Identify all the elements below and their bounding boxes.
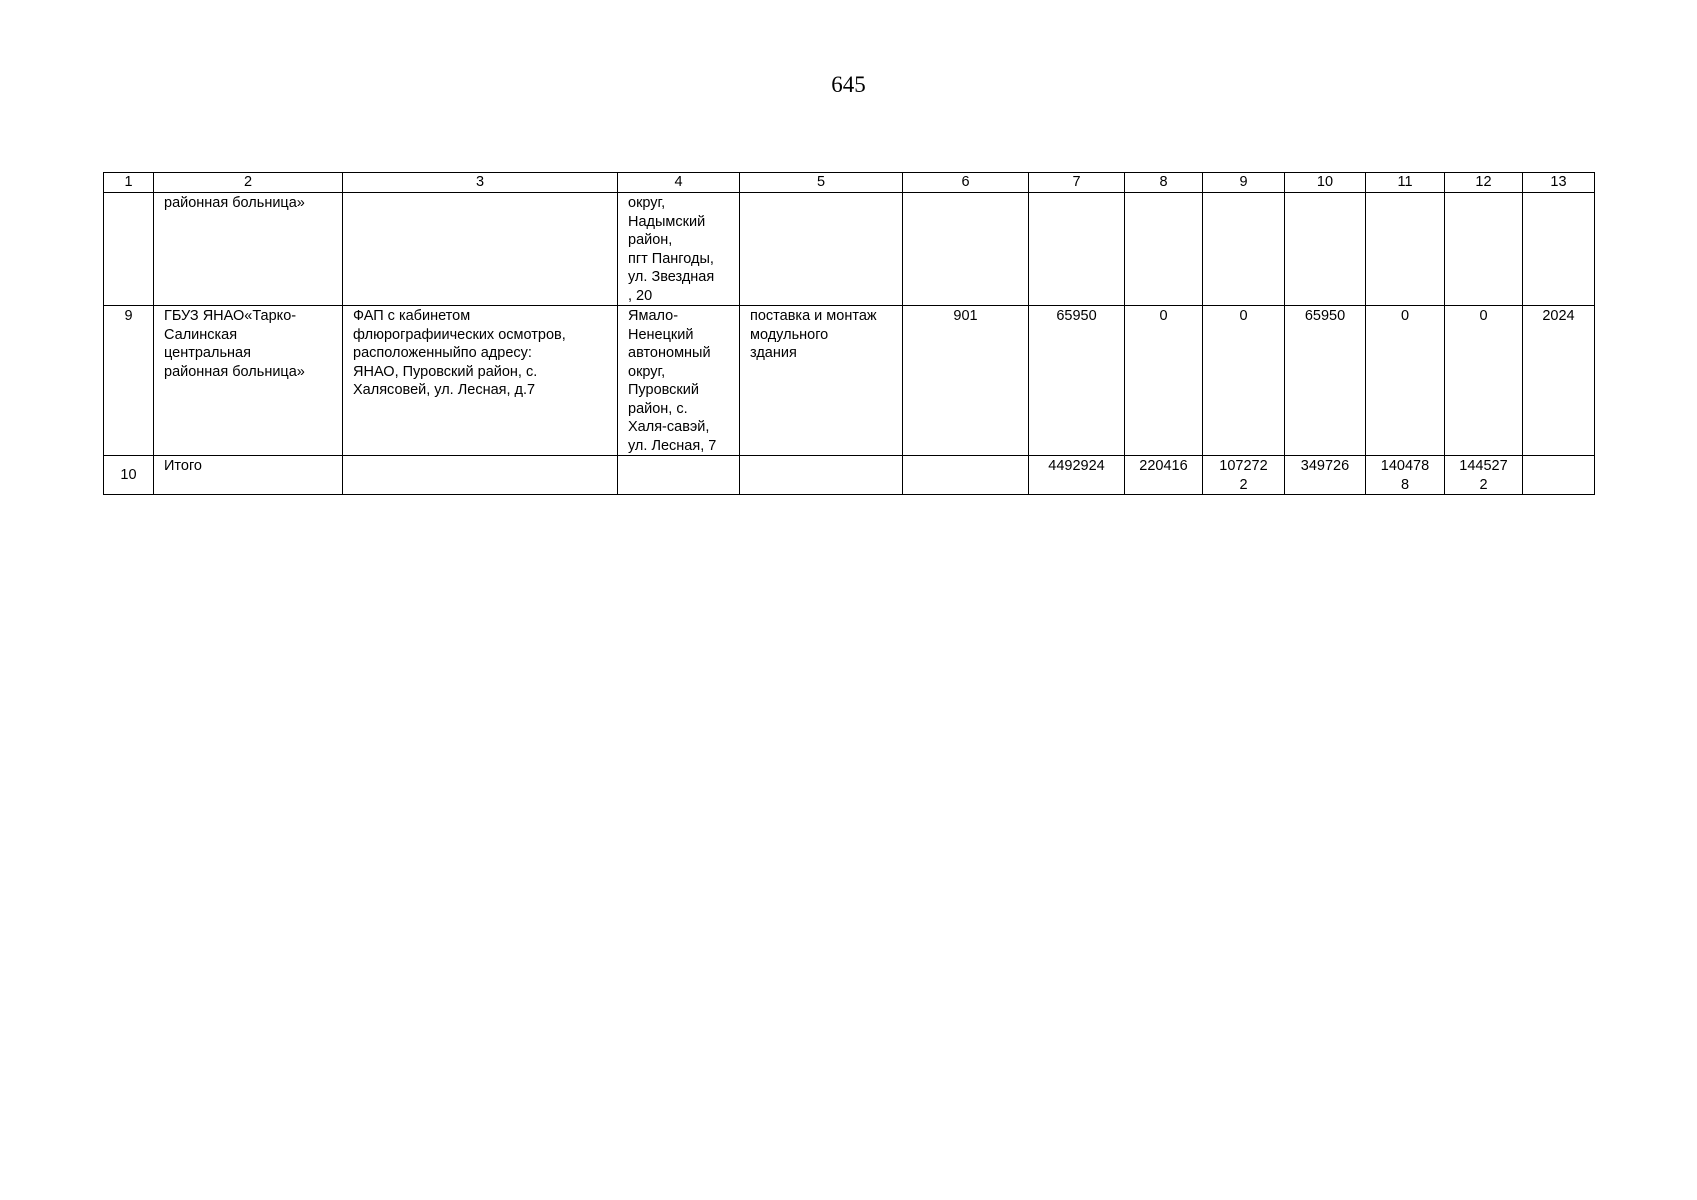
header-cell: 11	[1366, 173, 1445, 193]
header-cell: 8	[1125, 173, 1203, 193]
cell-9: 0	[1203, 306, 1285, 456]
cell-13	[1523, 456, 1595, 495]
page-number: 645	[831, 72, 866, 97]
cell-work	[740, 193, 903, 306]
cell-object: ФАП с кабинетом флюрографиических осмотров, расположенныйпо адресу: ЯНАО, Пуровский район, с. Халясовей, ул. Лесная, д.7	[343, 306, 618, 456]
cell-12: 0	[1445, 306, 1523, 456]
cell-total-label: Итого	[154, 456, 343, 495]
cell-6: 901	[903, 306, 1029, 456]
header-cell: 6	[903, 173, 1029, 193]
cell-11: 140478 8	[1366, 456, 1445, 495]
cell-num	[104, 193, 154, 306]
header-cell: 4	[618, 173, 740, 193]
table-row-total	[104, 456, 1595, 495]
cell-6	[903, 193, 1029, 306]
cell-object	[343, 456, 618, 495]
cell-8: 220416	[1125, 456, 1203, 495]
cell-11	[1366, 193, 1445, 306]
header-cell: 3	[343, 173, 618, 193]
cell-location: округ, Надымский район, пгт Пангоды, ул. Звездная , 20	[618, 193, 740, 306]
cell-7: 65950	[1029, 306, 1125, 456]
table-row	[104, 306, 1595, 456]
cell-12: 144527 2	[1445, 456, 1523, 495]
table-row-continued	[104, 193, 1595, 306]
header-cell: 2	[154, 173, 343, 193]
cell-13	[1523, 193, 1595, 306]
header-cell: 1	[104, 173, 154, 193]
cell-9: 107272 2	[1203, 456, 1285, 495]
data-table	[103, 172, 1595, 495]
cell-object	[343, 193, 618, 306]
cell-8	[1125, 193, 1203, 306]
cell-organization: ГБУЗ ЯНАО«Тарко- Салинская центральная районная больница»	[154, 306, 343, 456]
header-cell: 7	[1029, 173, 1125, 193]
cell-10: 349726	[1285, 456, 1366, 495]
cell-13: 2024	[1523, 306, 1595, 456]
header-cell: 9	[1203, 173, 1285, 193]
cell-work: поставка и монтаж модульного здания	[740, 306, 903, 456]
cell-num: 10	[104, 456, 154, 495]
header-cell: 5	[740, 173, 903, 193]
header-cell: 10	[1285, 173, 1366, 193]
header-cell: 12	[1445, 173, 1523, 193]
cell-7: 4492924	[1029, 456, 1125, 495]
cell-8: 0	[1125, 306, 1203, 456]
cell-11: 0	[1366, 306, 1445, 456]
cell-10: 65950	[1285, 306, 1366, 456]
cell-organization: районная больница»	[154, 193, 343, 306]
header-cell: 13	[1523, 173, 1595, 193]
table-header-row	[104, 173, 1595, 193]
cell-work	[740, 456, 903, 495]
cell-10	[1285, 193, 1366, 306]
cell-12	[1445, 193, 1523, 306]
cell-location	[618, 456, 740, 495]
cell-location: Ямало- Ненецкий автономный округ, Пуровский район, с. Халя-савэй, ул. Лесная, 7	[618, 306, 740, 456]
cell-num: 9	[104, 306, 154, 456]
cell-7	[1029, 193, 1125, 306]
cell-6	[903, 456, 1029, 495]
cell-9	[1203, 193, 1285, 306]
